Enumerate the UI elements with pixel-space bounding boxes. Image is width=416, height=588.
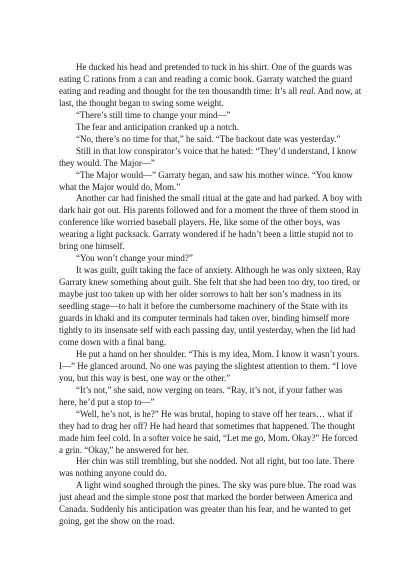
paragraph-9: It was guilt, guilt taking the face of anxiety. Although he was only sixteen, Ray Garraty knew something about guilt. She felt that she had been too dry, too tired, or maybe just too taken up with her older sorrows to halt her son’s madness in its seedling stage—to halt it before the cumbersome machinery of the State with its guards in khaki and its computer terminals had taken over, binding himself more tightly to its insensate self with each passing day, until yesterday, when the lid had come down with a final bang. — [59, 265, 361, 347]
paragraph-2: “There’s still time to change your mind—” — [76, 109, 231, 120]
paragraph-7: Another car had finished the small ritual at the gate and had parked. A boy with dark hair got out. His parents followed and for a moment the three of them stood in conference like worried baseball players. He, like some of the other boys, was wearing a light packsack. Garraty wondered if he hadn’t been a little stupid not to bring one himself. — [59, 193, 362, 252]
paragraph-13: Her chin was still trembling, but she nodded. Not all right, but too late. There was nothing anyone could do. — [59, 456, 355, 479]
paragraph-6: “The Major would—” Garraty began, and saw his mother wince. “You know what the Major would do, Mom.” — [59, 169, 353, 192]
paragraph-8: “You won’t change your mind?” — [76, 253, 193, 264]
document-page — [59, 62, 362, 528]
paragraph-12: “Well, he’s not, is he?” He was brutal, hoping to stave off her tears… what if they had to drag her off? He had heard that sometimes that happened. The thought made him feel cold. In a softer voice he said, “Let me go, Mom. Okay?” He forced a grin. “Okay,” he answered for her. — [59, 408, 358, 455]
paragraph-14: A light wind soughed through the pines. The sky was pure blue. The road was just ahead and the simple stone post that marked the border between America and Canada. Suddenly his anticipation was greater than his fear, and he wanted to get going, get the show on the road. — [59, 480, 357, 527]
paragraph-10: He put a hand on her shoulder. “This is my idea, Mom. I know it wasn’t yours. I—” He glanced around. No one was paying the slightest attention to them. “I love you, but this way is best, one way or the other.” — [59, 348, 360, 383]
paragraph-11: “It’s not,” she said, now verging on tears. “Ray, it’s not, if your father was here, he’d put a stop to—” — [59, 384, 343, 407]
paragraph-1: He ducked his head and pretended to tuck in his shirt. One of the guards was eating C rations from a can and reading a comic book. Garraty watched the guard eating and reading and thought for the ten thousandth time: It’s all real. And now, at last, the thought began to swing some weight. — [59, 62, 362, 108]
paragraph-3: The fear and anticipation cranked up a notch. — [76, 121, 239, 132]
paragraph-4: “No, there’s no time for that,” he said. “The backout date was yesterday.” — [76, 133, 341, 144]
paragraph-5: Still in that low conspirator’s voice that he hated: “They’d understand, I know they would. The Major—” — [59, 145, 358, 168]
